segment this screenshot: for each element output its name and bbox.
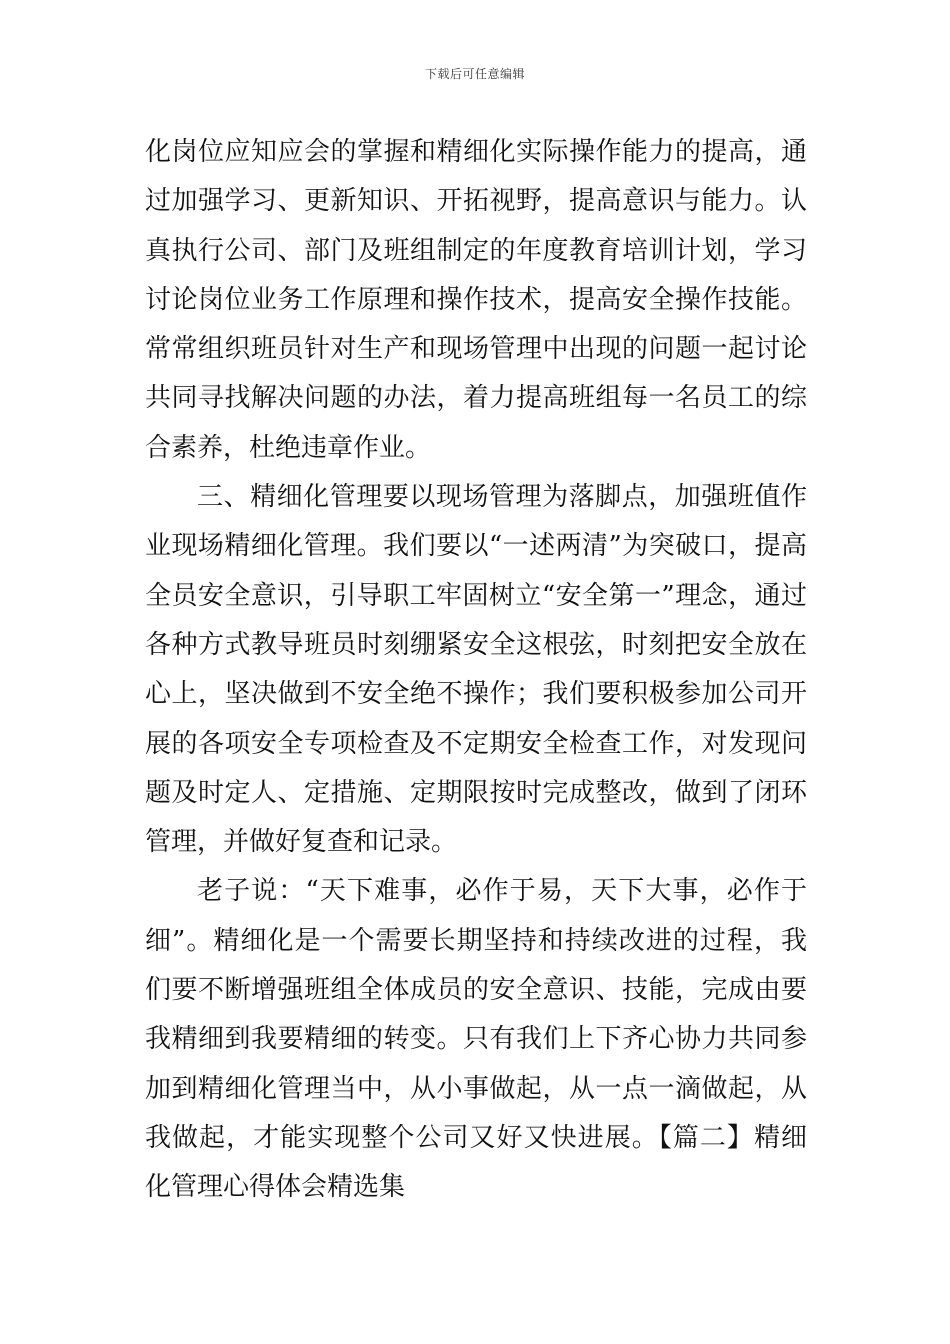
document-body [145, 128, 807, 1213]
paragraph-1: 化岗位应知应会的掌握和精细化实际操作能力的提高，通过加强学习、更新知识、开拓视野，提高意识与能力。认真执行公司、部门及班组制定的年度教育培训计划，学习讨论岗位业务工作原理和操作技术，提高安全操作技能。常常组织班员针对生产和现场管理中出现的问题一起讨论共同寻找解决问题的办法，着力提高班组每一名员工的综合素养，杜绝违章作业。 [145, 137, 807, 463]
paragraph-2: 三、精细化管理要以现场管理为落脚点，加强班值作业现场精细化管理。我们要以“一述两清”为突破口，提高全员安全意识，引导职工牢固树立“安全第一”理念，通过各种方式教导班员时刻绷紧安全这根弦，时刻把安全放在心上，坚决做到不安全绝不操作；我们要积极参加公司开展的各项安全专项检查及不定期安全检查工作，对发现问题及时定人、定措施、定期限按时完成整改，做到了闭环管理，并做好复查和记录。 [145, 482, 807, 858]
paragraph-3: 老子说：“天下难事，必作于易，天下大事，必作于细”。精细化是一个需要长期坚持和持续改进的过程，我们要不断增强班组全体成员的安全意识、技能，完成由要我精细到我要精细的转变。只有我们上下齐心协力共同参加到精细化管理当中，从小事做起，从一点一滴做起，从我做起，才能实现整个公司又好又快进展。【篇二】精细化管理心得体会精选集 [145, 876, 807, 1203]
page-header-note: 下载后可任意编辑 [424, 67, 525, 81]
